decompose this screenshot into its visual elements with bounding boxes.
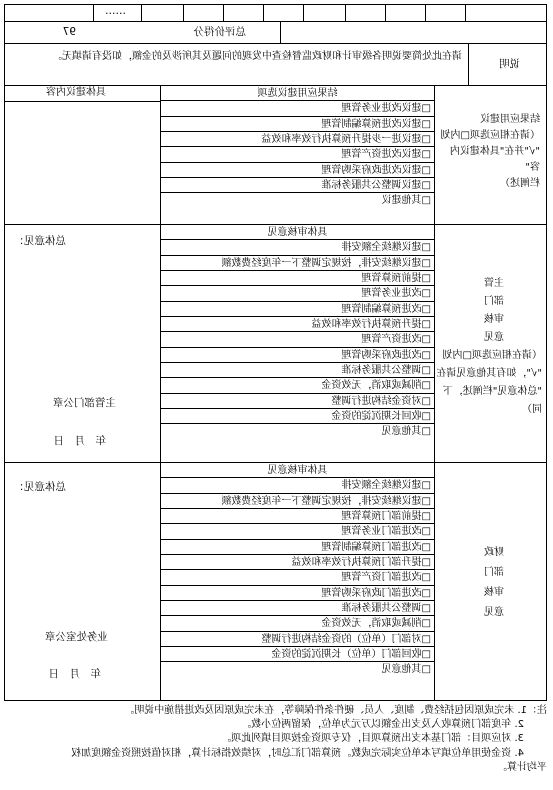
finance-option[interactable]: □削减或取消，无效资金 <box>161 616 434 631</box>
finance-option[interactable]: □改进部门政府采购管理 <box>161 586 434 601</box>
note-line: 2. 年度部门预算收入及支出金额以万元为单位，保留两位小数。 <box>241 719 524 731</box>
dept-overall-label: 总体意见： <box>13 235 66 247</box>
results-option[interactable]: □建议改进政府采购管理 <box>161 163 434 178</box>
notes <box>7 704 547 775</box>
results-header-right: 具体建议内容 <box>46 87 106 98</box>
finance-header: 具体审核意见 <box>161 463 434 478</box>
dept-options <box>161 225 434 440</box>
finance-option[interactable]: □改进部门资产管理 <box>161 570 434 585</box>
results-section <box>4 86 547 225</box>
finance-option[interactable]: □建议继续安排，按规定调整下一年度经费数额 <box>161 494 434 509</box>
finance-option[interactable]: □其他意见 <box>381 664 431 676</box>
finance-date: 年 月 日 <box>48 668 101 680</box>
results-option[interactable]: □建议改进预算编制管理 <box>161 117 434 132</box>
finance-option[interactable]: □调整公共服务标准 <box>161 601 434 616</box>
dept-opinion-section <box>4 225 547 463</box>
results-label: 结果应用建议 （请在相应选项□内划 "√"并在"具体建议内容" 栏阐述） <box>440 114 540 189</box>
note-line: 注：1. 未完成原因包括经费、制度、人员、硬件条件保障等，在未完成原因及改进措施中说明。 <box>124 705 547 716</box>
explanation-text: 请在此处简要说明各级审计和财政监督检查中发现的问题及其所涉及的金额，如没有请填无。 <box>52 51 462 62</box>
finance-option[interactable]: □提前部门预算管理 <box>161 509 434 524</box>
results-option[interactable]: □建议改进资产管理 <box>161 147 434 162</box>
dept-option[interactable]: □改进预算编制管理 <box>161 302 434 317</box>
finance-opinion-section <box>4 463 547 701</box>
dept-option[interactable]: □改进资产管理 <box>161 332 434 347</box>
dept-header: 具体审核意见 <box>161 225 434 240</box>
dept-option[interactable]: □其他意见 <box>381 426 431 438</box>
dept-option[interactable]: □改进业务管理 <box>161 286 434 301</box>
dept-date: 年 月 日 <box>53 435 106 447</box>
score-value: 97 <box>62 26 76 38</box>
finance-option[interactable]: □建议继续全额安排 <box>161 478 434 493</box>
dept-option[interactable]: □收回长期沉淀的资金 <box>161 409 434 424</box>
results-option[interactable]: □其他建议 <box>381 195 431 207</box>
dept-option[interactable]: □削减或取消，无效资金 <box>161 378 434 393</box>
finance-signature: 业务处室公章 <box>45 631 108 643</box>
results-header: 结果应用建议选项 <box>161 86 434 101</box>
note-line: 4. 资金使用单位填写本单位实际完成数。预算部门汇总时，对绩效指标计算，相对值按照资金额度加权 <box>71 747 524 759</box>
finance-label: 财政 部门 审核 意见 <box>484 547 504 618</box>
results-options <box>161 86 434 209</box>
dept-option[interactable]: □建议继续全额安排 <box>161 240 434 255</box>
top-strip <box>4 4 547 22</box>
finance-option[interactable]: □收回部门（单位）长期沉淀的资金 <box>161 647 434 662</box>
dept-option[interactable]: □改进政府采购管理 <box>161 348 434 363</box>
finance-option[interactable]: □对部门（单位）的资金结构进行调整 <box>161 632 434 647</box>
dept-option[interactable]: □调整公共服务标准 <box>161 363 434 378</box>
note-line: 3. 对应项目：部门基本支出预算项目，仅专项资金按项目填列此项。 <box>221 733 524 745</box>
dept-option[interactable]: □提升预算执行效率和效益 <box>161 317 434 332</box>
dept-label: 主管 部门 审核 意见 （请在相应选项□内划 "√"，如有其他意见请在 "总体意见"栏阐述，下同） <box>436 278 542 415</box>
explanation-label: 说明 <box>499 58 520 70</box>
results-option[interactable]: □建议调整公共服务标准 <box>161 178 434 193</box>
score-row <box>4 22 547 44</box>
results-option[interactable]: □建议改进业务管理 <box>161 101 434 116</box>
score-label: 总评价得分 <box>193 26 246 38</box>
dept-signature: 主管部门公章 <box>53 397 116 409</box>
top-strip-marker: …… <box>105 5 126 17</box>
results-option[interactable]: □建议进一步提升预算执行效率和效益 <box>161 132 434 147</box>
note-line: 平均计算。 <box>497 761 547 773</box>
finance-overall-label: 总体意见： <box>13 481 66 493</box>
dept-option[interactable]: □建议继续安排，按规定调整下一年度经费数额 <box>161 256 434 271</box>
finance-options <box>161 463 434 678</box>
explanation-row <box>4 44 547 86</box>
finance-option[interactable]: □提升部门预算执行效率和效益 <box>161 555 434 570</box>
finance-option[interactable]: □改进部门预算编制管理 <box>161 540 434 555</box>
finance-option[interactable]: □改进部门业务管理 <box>161 524 434 539</box>
dept-option[interactable]: □提前预算管理 <box>161 271 434 286</box>
dept-option[interactable]: □对资金结构进行调整 <box>161 394 434 409</box>
